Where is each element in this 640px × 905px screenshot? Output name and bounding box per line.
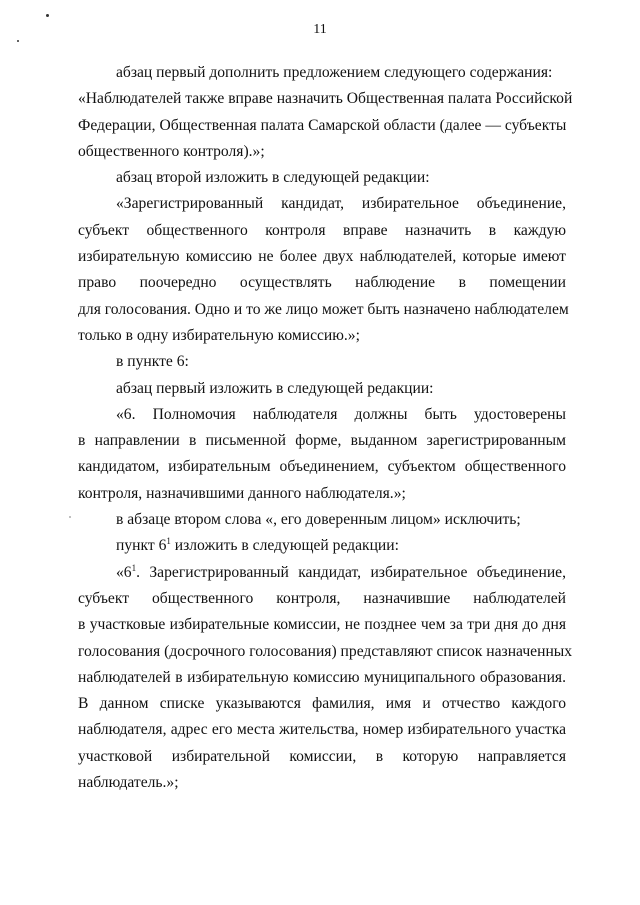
- superscript: 1: [131, 562, 137, 573]
- text-line: в абзаце втором слова «, его доверенным лицом» исключить;: [116, 511, 521, 529]
- text-line: В данном списке указываются фамилия, имя и отчество каждого: [78, 695, 566, 713]
- text-line: для голосования. Одно и то же лицо может быть назначено наблюдателем: [78, 300, 569, 318]
- scan-speck: [46, 14, 49, 17]
- text-line: право поочередно осуществлять наблюдение в помещении: [78, 274, 566, 292]
- text-line: Федерации, Общественная палата Самарской области (далее — субъекты: [78, 116, 567, 134]
- text-line: общественного контроля).»;: [78, 142, 265, 160]
- text-line: абзац второй изложить в следующей редакции:: [116, 169, 430, 187]
- text-line: только в одну избирательную комиссию.»;: [78, 326, 360, 344]
- scan-speck: [17, 40, 19, 42]
- text-line: субъект общественного контроля, назначившие наблюдателей: [78, 589, 566, 607]
- text-line: абзац первый дополнить предложением следующего содержания:: [116, 64, 553, 81]
- text-line: [78, 533, 566, 559]
- text-line: субъект общественного контроля вправе назначить в каждую: [78, 221, 566, 239]
- text-line: контроля, назначившими данного наблюдателя.»;: [78, 484, 406, 502]
- text-line: [78, 560, 566, 586]
- text-line: участковой избирательной комиссии, в которую направляется: [78, 747, 566, 765]
- text-line: голосования (досрочного голосования) представляют список назначенных: [78, 642, 573, 660]
- text-line: абзац первый изложить в следующей редакции:: [116, 379, 434, 397]
- text-line: избирательную комиссию не более двух наблюдателей, которые имеют: [78, 248, 566, 266]
- text-line: кандидатом, избирательным объединением, субъектом общественного: [78, 458, 566, 476]
- text-line: наблюдателей в избирательную комиссию муниципального образования.: [78, 668, 566, 686]
- text-line: в направлении в письменной форме, выданном зарегистрированным: [78, 432, 566, 450]
- text-line: в пункте 6:: [116, 353, 189, 371]
- superscript: 1: [166, 536, 171, 547]
- document-body: [78, 60, 573, 796]
- text-fragment: пункт 6: [116, 537, 167, 555]
- text-line: «Зарегистрированный кандидат, избирательное объединение,: [116, 195, 566, 213]
- text-line: наблюдателя, адрес его места жительства, номер избирательного участка: [78, 721, 566, 739]
- text-fragment: «6: [116, 563, 132, 581]
- text-line: «6. Полномочия наблюдателя должны быть удостоверены: [116, 405, 566, 423]
- text-fragment: . Зарегистрированный кандидат, избирательное объединение,: [136, 563, 566, 581]
- text-line: в участковые избирательные комиссии, не позднее чем за три дня до дня: [78, 616, 566, 634]
- text-fragment: изложить в следующей редакции:: [170, 537, 399, 555]
- text-line: наблюдатель.»;: [78, 774, 179, 792]
- scan-speck: [69, 516, 71, 518]
- text-line: «Наблюдателей также вправе назначить Общественная палата Российской: [78, 90, 573, 108]
- page-number: 11: [313, 22, 327, 37]
